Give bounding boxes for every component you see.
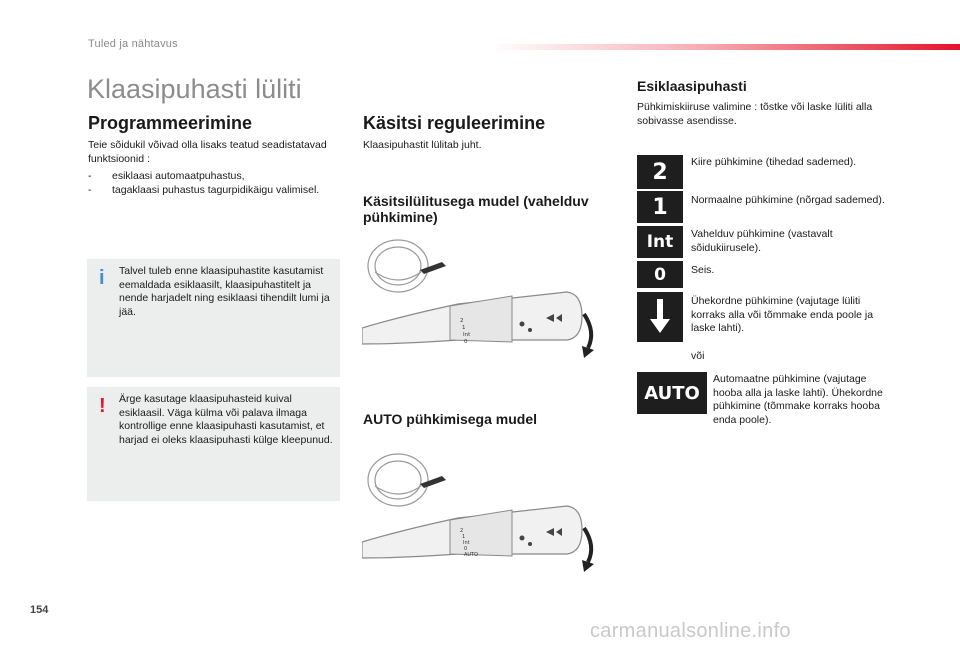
page-number: 154	[30, 604, 49, 616]
programmeerimine-intro: Teie sõidukil võivad olla lisaks teatud seadistatavad funktsioonid :	[88, 139, 327, 165]
mode-1-icon: 1	[637, 191, 683, 223]
info-note	[87, 259, 340, 377]
mode-int-icon: Int	[637, 226, 683, 258]
programmeerimine-list	[88, 170, 328, 197]
list-item: - esiklaasi automaatpuhastus,	[88, 170, 245, 182]
watermark: carmanualsonline.info	[590, 620, 791, 642]
info-icon: i	[99, 267, 105, 289]
header-accent-bar	[490, 44, 960, 50]
warning-note	[87, 387, 340, 501]
mode-int-text: Vahelduv pühkimine (vastavalt sõidukiirusele).	[691, 228, 833, 254]
mode-2-text: Kiire pühkimine (tihedad sademed).	[691, 156, 857, 168]
section-label: Tuled ja nähtavus	[88, 38, 178, 50]
warning-note-text: Ärge kasutage klaasipuhasteid kuival esiklaasil. Väga külma või palava ilmaga kontrollige enne klaasipuhasti kasutamist, et harjad ei oleks klaasipuhasti külge kleepunud.	[119, 393, 333, 446]
or-text: või	[691, 350, 705, 362]
heading-auto-model: AUTO pühkimisega mudel	[363, 411, 537, 427]
warning-icon: !	[99, 395, 106, 417]
info-note-text: Talvel tuleb enne klaasipuhastite kasutamist eemaldada esiklaasilt, klaasipuhastitelt ja nende harjadelt ning esiklaasi tihendilt lumi ja jää.	[119, 265, 330, 318]
stalk-position-2: 2	[460, 528, 464, 534]
stalk-position-int: Int	[463, 540, 470, 546]
heading-esiklaasipuhasti: Esiklaasipuhasti	[637, 78, 747, 94]
heading-programmeerimine: Programmeerimine	[88, 113, 253, 133]
mode-auto-text: Automaatne pühkimine (vajutage hooba alla ja laske lahti). Ühekordne pühkimine (tõmmake korraks hooba enda poole).	[713, 373, 883, 426]
stalk-position-1: 1	[462, 325, 466, 331]
wiper-stalk-illustration-auto	[362, 446, 602, 586]
mode-auto-icon: AUTO	[637, 372, 707, 414]
mode-0-text: Seis.	[691, 264, 715, 276]
stalk-position-2: 2	[460, 318, 464, 324]
stalk-position-auto: AUTO	[464, 552, 479, 558]
heading-intermittent-model: Käsitsilülitusega mudel (vahelduv pühkimine)	[363, 193, 589, 225]
wiper-stalk-illustration-manual	[362, 232, 602, 372]
stalk-position-0: 0	[464, 546, 468, 552]
mode-1-text: Normaalne pühkimine (nõrgad sademed).	[691, 194, 885, 206]
arrow-down-glyph	[649, 299, 671, 335]
page-title: Klaasipuhasti lüliti	[87, 74, 302, 104]
mode-single-wipe-text: Ühekordne pühkimine (vajutage lüliti korraks alla või tõmmake enda poole ja laske lahti).	[691, 295, 874, 334]
esiklaasipuhasti-intro: Pühkimiskiiruse valimine : tõstke või laske lüliti alla sobivasse asendisse.	[637, 101, 873, 127]
arrow-down-icon	[637, 292, 683, 342]
kasitsi-text: Klaasipuhastit lülitab juht.	[363, 139, 482, 151]
stalk-position-0: 0	[464, 339, 468, 345]
heading-kasitsi: Käsitsi reguleerimine	[363, 113, 546, 133]
mode-2-icon: 2	[637, 155, 683, 189]
mode-0-icon: 0	[637, 261, 683, 288]
stalk-position-1: 1	[462, 534, 466, 540]
list-item: - tagaklaasi puhastus tagurpidikäigu valimisel.	[88, 183, 320, 196]
stalk-position-int: Int	[463, 332, 471, 338]
